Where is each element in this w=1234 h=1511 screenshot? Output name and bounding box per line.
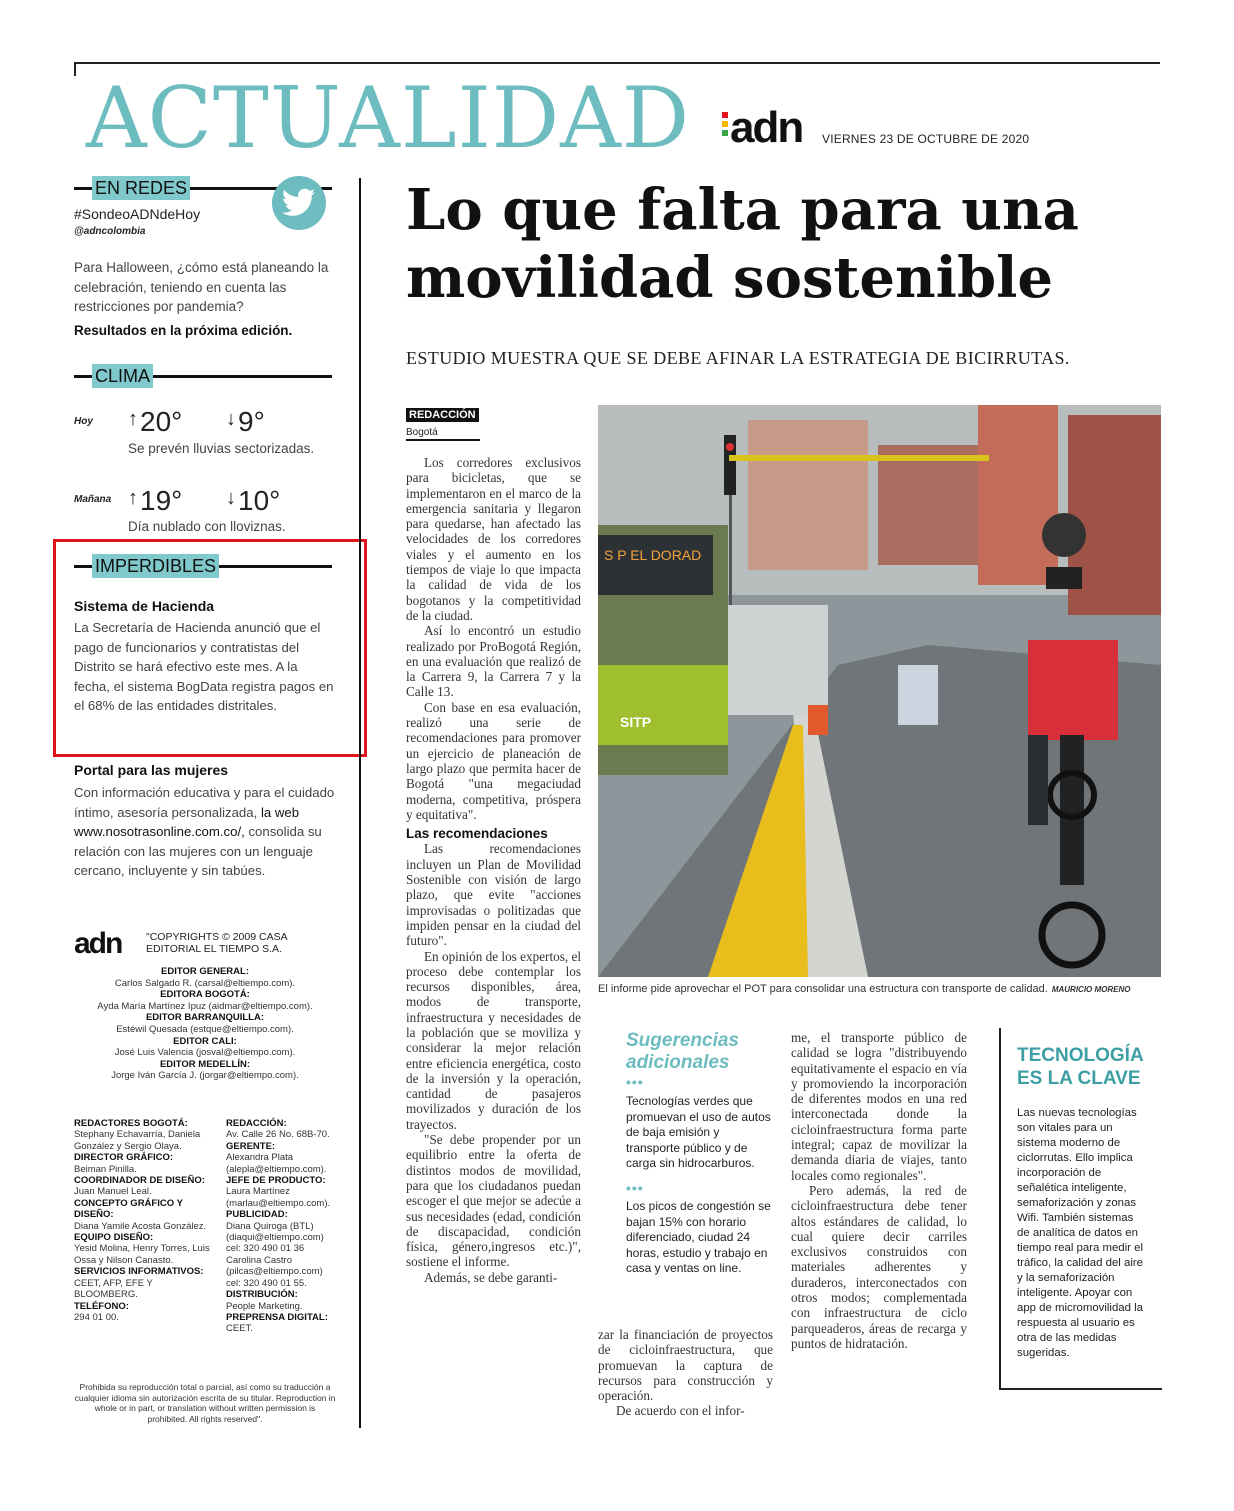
- byline-city: Bogotá: [406, 427, 438, 438]
- credits-left: REDACTORES BOGOTÁ: Stephany Echavarría, Daniela González y Sergio Olaya. DIRECTOR GRÁFICO: Beiman Pinilla. COORDINADOR DE DISEÑO: Juan Manuel Leal. CONCEPTO GRÁFICO Y DISEÑO: Diana Yamile Acosta González. EQUIPO DISEÑO: Yesid Molina, Henry Torres, Luis Ossa y Nilson Canasto. SERVICIOS INFORMATIVOS: CEET, AFP, EFE Y BLOOMBERG. TELÉFONO: 294 01 00.: [74, 1118, 210, 1323]
- weather-day-tomorrow: Mañana: [74, 494, 112, 505]
- item-title-hacienda: Sistema de Hacienda: [74, 598, 215, 614]
- paragraph: De acuerdo con el infor-: [616, 1403, 745, 1419]
- issue-date: VIERNES 23 DE OCTUBRE DE 2020: [822, 132, 1030, 146]
- weather-day-today: Hoy: [74, 416, 93, 427]
- paragraph: En opinión de los expertos, el proceso debe contemplar los recursos disponibles, área, modos de transporte, infraestructura y necesidades de la población que se moviliza y considerar la mejor relación entre eficiencia energética, costo de la inversión y la operación, cantidad de pasajeros movilizados y duración de los trayectos.: [406, 948, 581, 1132]
- sugerencia-item: Tecnologías verdes que promuevan el uso de autos de baja emisión y transporte público y de carga sin hidrocarburos.: [626, 1094, 771, 1171]
- temp-low-tomorrow: ↓10°: [226, 485, 281, 516]
- section-title: ACTUALIDAD: [86, 69, 691, 167]
- clima-header: [74, 364, 332, 388]
- twitter-handle: @adncolombia: [74, 226, 146, 237]
- item-title-mujeres: Portal para las mujeres: [74, 762, 229, 778]
- clima-label: CLIMA: [92, 364, 153, 388]
- article-column-3: [791, 1030, 967, 1351]
- paragraph: Las recomendaciones incluyen un Plan de Movilidad Sostenible con visión de largo plazo, que evite "acciones improvisadas o politizadas que impiden pensar en la ciudad del futuro".: [406, 841, 581, 949]
- imperdibles-header: [74, 554, 332, 578]
- paragraph: me, el transporte público de calidad se logra "distribuyendo equitativamente el espacio en vía y promoviendo la incorporación de diferentes modos en una red interconectada donde la cicloinfraestructura forma parte integral; capaz de movilizar la demanda diaria de viajes, tanto locales como regionales".: [791, 1030, 967, 1183]
- arrow-down-icon: ↓: [226, 408, 236, 430]
- weather-desc-today: Se prevén lluvias sectorizadas.: [128, 441, 315, 456]
- sugerencia-item: Los picos de congestión se bajan 15% con horario diferenciado, ciudad 24 horas, estudio y trabajo en casa y ventas on line.: [626, 1199, 771, 1276]
- item-text-hacienda: La Secretaría de Hacienda anunció que el pago de funcionarios y contratistas del Distrito se hará efectivo este mes. A la fecha, el sistema BogData registra pagos en el 68% de las entidades distritales.: [74, 620, 334, 713]
- arrow-down-icon: ↓: [226, 487, 236, 509]
- copyright-text: "COPYRIGHTS © 2009 CASA EDITORIAL EL TIEMPO S.A.: [146, 931, 288, 955]
- item-text-mujeres: Con información educativa y para el cuidado íntimo, asesoría personalizada, la web www.nosotrasonline.com.co/, consolida su relación con las mujeres con un lenguaje cercano, incluyente y sin tabúes.: [74, 785, 335, 878]
- temp-high-today: ↑20°: [128, 406, 183, 437]
- bullet-dots-icon: •••: [626, 1180, 644, 1196]
- paragraph: Así lo encontró un estudio realizado por ProBogotá Región, en una evaluación que realizó de la Carrera 9, la Carrera 7 y la Calle 13.: [406, 623, 581, 700]
- web-link[interactable]: la web www.nosotrasonline.com.co/,: [74, 804, 300, 839]
- bullet-dots-icon: •••: [626, 1074, 644, 1090]
- arrow-up-icon: ↑: [128, 487, 138, 509]
- twitter-bird-icon[interactable]: [272, 176, 326, 230]
- tecnologia-box: [999, 1028, 1162, 1390]
- hashtag: #SondeoADNdeHoy: [74, 206, 201, 222]
- arrow-up-icon: ↑: [128, 408, 138, 430]
- tecnologia-title: TECNOLOGÍA ES LA CLAVE: [1017, 1045, 1143, 1089]
- top-rule: [74, 62, 1160, 64]
- en-redes-label: EN REDES: [92, 176, 190, 200]
- paragraph: Los corredores exclusivos para bicicletas, que se implementaron en el marco de la emergencia sanitaria y llegaron para quedarse, han afectado las velocidades de los corredores viales y el aumento en los tiempos de viaje lo que impacta la calidad de vida de los bogotanos y la competitividad de la ciudad.: [406, 455, 581, 623]
- top-rule-tick: [74, 62, 76, 76]
- brand-logo: adn: [730, 103, 803, 152]
- article-column-1: [406, 455, 581, 1285]
- tecnologia-text: Las nuevas tecnologías son vitales para un sistema moderno de ciclorrutas. Ello implica incorporación de señalética inteligente, semaforización y zonas Wifi. También sistemas de analítica de datos en tiempo real para medir el tráfico, la calidad del aire y la semaforización inteligente. Apoyar con app de micromovilidad la respuesta al usuario es otra de las medidas sugeridas.: [1017, 1107, 1143, 1359]
- credits-right: REDACCIÓN: Av. Calle 26 No. 68B-70. GERENTE: Alexandra Plata (alepla@eltiempo.com). JEFE DE PRODUCTO: Laura Martínez (marlau@eltiempo.com). PUBLICIDAD: Diana Quiroga (BTL) (diaqui@eltiempo.com) cel: 320 490 01 36 Carolina Castro (pilcas@eltiempo.com) cel: 320 490 01 55. DISTRIBUCIÓN: People Marketing. PREPRENSA DIGITAL: CEET.: [226, 1118, 331, 1335]
- brand-dots-icon: [722, 112, 728, 140]
- article-photo: [598, 405, 1161, 977]
- weather-desc-tomorrow: Día nublado con lloviznas.: [128, 519, 286, 534]
- paragraph: Con base en esa evaluación, realizó una serie de recomendaciones para promover un ejercicio de planeación de largo plazo que permita hacer de Bogotá "una megaciudad moderna, competitiva, próspera y equitativa".: [406, 699, 581, 822]
- temp-low-today: ↓9°: [226, 406, 265, 437]
- bus-brand: SITP: [620, 714, 652, 730]
- cyclist-photo: [598, 405, 1161, 977]
- temp-high-tomorrow: ↑19°: [128, 485, 183, 516]
- column-separator: [359, 178, 361, 1428]
- imperdibles-label: IMPERDIBLES: [92, 554, 219, 578]
- paragraph: Además, se debe garanti-: [424, 1269, 558, 1285]
- legal-notice: Prohibida su reproducción total o parcial, así como su traducción a cualquier idioma sin autorización escrita de su titular. Reproduction in whole or in part, or translation without written permission is prohibited. All rights reserved".: [74, 1382, 336, 1424]
- footer-logo: adn: [74, 927, 122, 960]
- byline-rule: [406, 439, 480, 441]
- byline-name: REDACCIÓN: [406, 408, 479, 422]
- subhead: Las recomendaciones: [406, 826, 548, 842]
- bus-sign: S P EL DORAD: [604, 547, 702, 563]
- sugerencias-title: Sugerencias adicionales: [626, 1030, 739, 1073]
- paragraph: Pero además, la red de cicloinfraestructura debe tener altos estándares de calidad, lo cual quiere decir carriles exclusivos construidos con materiales adherentes y duraderos, interconectados con otros modos; complementada con infraestructura de ciclo parqueaderos, áreas de recarga y puntos de hidratación.: [791, 1182, 967, 1351]
- poll-question: Para Halloween, ¿cómo está planeando la celebración, teniendo en cuenta las restricciones por pandemia?: [74, 260, 329, 314]
- editors-list: EDITOR GENERAL: Carlos Salgado R. (carsal@eltiempo.com). EDITORA BOGOTÁ: Ayda María Martínez Ipuz (aidmar@eltiempo.com). EDITOR BARRANQUILLA: Estéwil Quesada (estque@eltiempo.com). EDITOR CALI: José Luis Valencia (josval@eltiempo.com). EDITOR MEDELLÍN: Jorge Iván García J. (jorgar@eltiempo.com).: [97, 966, 313, 1082]
- poll-note: Resultados en la próxima edición.: [74, 323, 293, 338]
- deck: ESTUDIO MUESTRA QUE SE DEBE AFINAR LA ESTRATEGIA DE BICIRRUTAS.: [406, 348, 1070, 368]
- headline: Lo que falta para una movilidad sostenible: [406, 177, 1079, 311]
- photo-caption: El informe pide aprovechar el POT para consolidar una estructura con transporte de calidad. MAURICIO MORENO: [598, 983, 1131, 995]
- byline: [406, 405, 479, 438]
- paragraph: "Se debe propender por un equilibrio entre la oferta de distintos modos de movilidad, para que los ciudadanos puedan escoger el que mejor se adecúe a sus necesidades (edad, condición de discapacidad, condición física, género,ingresos etc.)", sostiene el informe.: [406, 1132, 581, 1270]
- photo-credit: MAURICIO MORENO: [1051, 985, 1131, 994]
- article-column-2: [598, 1327, 773, 1419]
- paragraph: zar la financiación de proyectos de cicloinfraestructura, que promuevan la captura de recursos para construcción y operación.: [598, 1327, 773, 1404]
